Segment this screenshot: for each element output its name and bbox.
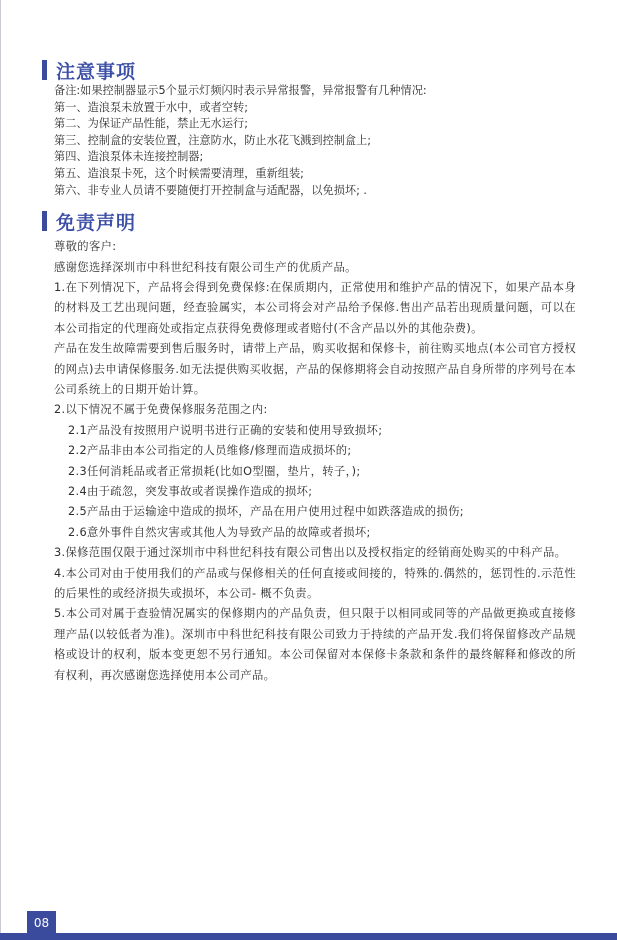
notice-heading <box>42 58 584 82</box>
free-warranty-paragraph: 1.在下列情况下，产品将会得到免费保修:在保质期内，正常使用和维护产品的情况下，如果产品本身的材料及工艺出现问题，经查验属实，本公司将会对产品给予保修.售出产品若出现质量问题，可以在本公司指定的代理商处或指定点获得免费修理或者赔付(不含产品以外的其他杂费)。 <box>54 280 576 335</box>
liability-paragraph: 4.本公司对由于使用我们的产品或与保修相关的任何直接或间接的，特殊的.偶然的，惩罚性的.示范性的后果性的或经济损失或损坏，本公司- 概不负责。 <box>54 566 576 601</box>
notice-list <box>54 83 584 199</box>
heading-marker <box>42 60 47 80</box>
exclusion-item: 2.2产品非由本公司指定的人员维修/修理而造成损坏的; <box>68 444 352 458</box>
exclusions-paragraph: 2.以下情况不属于免费保修服务范围之内: <box>54 403 268 417</box>
exclusion-item: 2.4由于疏忽，突发事故或者误操作造成的损坏; <box>68 485 313 499</box>
notice-line: 备注:如果控制器显示5个显示灯频闪时表示异常报警，异常报警有几种情况: <box>54 84 427 97</box>
page-number: 08 <box>27 911 56 935</box>
notice-line: 第六、非专业人员请不要随便打开控制盒与适配器，以免损坏; . <box>54 183 367 197</box>
thanks-paragraph: 感谢您选择深圳市中科世纪科技有限公司生产的优质产品。 <box>54 260 357 274</box>
exclusion-item: 2.3任何消耗品或者正常损耗(比如O型圈，垫片，转子，); <box>68 464 361 478</box>
notice-line: 第二、为保证产品性能，禁止无水运行; <box>54 117 248 131</box>
disclaimer-title: 免责声明 <box>56 211 137 234</box>
page-content <box>44 58 584 686</box>
service-paragraph: 产品在发生故障需要到售后服务时，请带上产品，购买收据和保修卡，前往购买地点(本公司官方授权的网点)去申请保修服务.如无法提供购买收据，产品的保修期将会自动按照产品自身所带的序列号在本公司系统上的日期开始计算。 <box>54 342 576 396</box>
notice-title: 注意事项 <box>56 60 137 83</box>
disclaimer-body <box>54 237 576 686</box>
rights-paragraph: 5.本公司对属于查验情况属实的保修期内的产品负责，但只限于以相同或同等的产品做更换或直接修理产品(以较低者为准)。深圳市中科世纪科技有限公司致力于持续的产品开发.我们将保留修改产品规格或设计的权利，版本变更恕不另行通知。本公司保留对本保修卡条款和条件的最终解释和修改的所有权利，再次感谢您选择使用本公司产品。 <box>54 607 576 682</box>
exclusion-item: 2.6意外事件自然灾害或其他人为导致产品的故障或者损坏; <box>68 525 371 539</box>
greeting: 尊敬的客户: <box>54 240 117 254</box>
notice-line: 第一、造浪泵未放置于水中，或者空转; <box>54 100 248 114</box>
notice-line: 第四、造浪泵体未连接控制器; <box>54 150 204 164</box>
page-edge-line <box>0 0 1 940</box>
exclusion-item: 2.1产品没有按照用户说明书进行正确的安装和使用导致损坏; <box>68 423 383 437</box>
exclusion-item: 2.5产品由于运输途中造成的损坏，产品在用户使用过程中如跌落造成的损伤; <box>68 505 464 519</box>
notice-line: 第三、控制盒的安装位置，注意防水，防止水花飞溅到控制盒上; <box>54 133 372 147</box>
scope-paragraph: 3.保修范围仅限于通过深圳市中科世纪科技有限公司售出以及授权指定的经销商处购买的中科产品。 <box>54 546 567 560</box>
footer-bar <box>0 933 617 940</box>
notice-line: 第五、造浪泵卡死，这个时候需要清理，重新组装; <box>54 166 304 180</box>
disclaimer-heading <box>42 209 584 233</box>
heading-marker <box>42 211 47 231</box>
